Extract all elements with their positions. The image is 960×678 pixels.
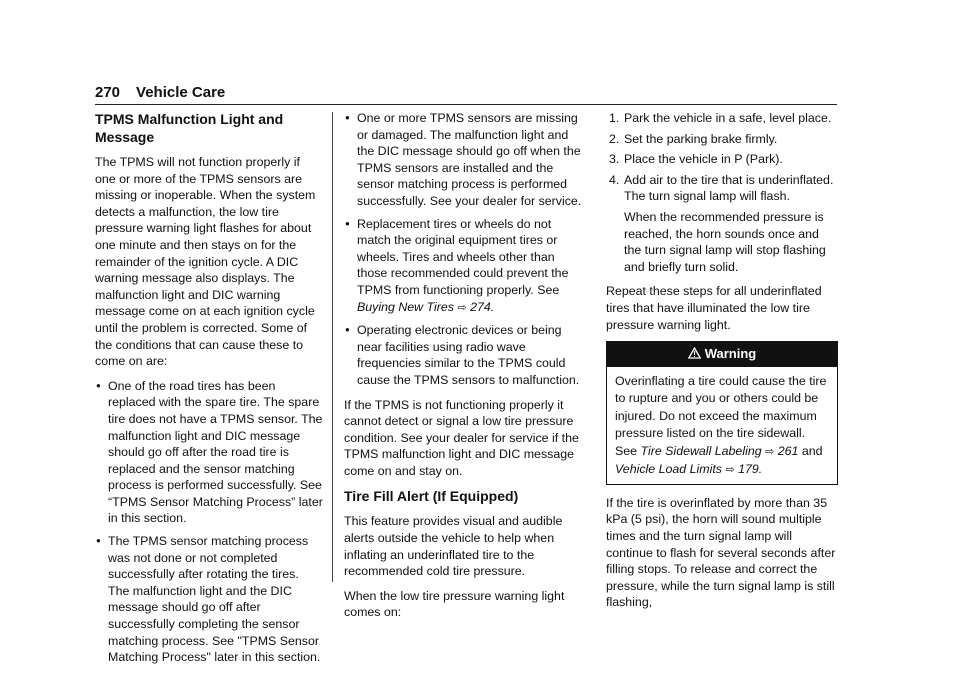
paragraph: Repeat these steps for all underinflated tires that have illuminated the low tire pressure warning light. <box>606 284 822 332</box>
paragraph: If the tire is overinflated by more than 35 kPa (5 psi), the horn will sound multiple times and the turn signal lamp will continue to flash for several seconds after filling stops. To release and correct the pressure, while the turn signal lamp is still flashing, <box>606 495 836 610</box>
page-number: 270 <box>95 84 121 101</box>
paragraph: If the TPMS is not functioning properly it cannot detect or signal a low tire pressure condition. See your dealer for service if the TPMS malfunction light and DIC message come on and stay on. <box>344 397 579 478</box>
bullet-list <box>344 110 584 389</box>
cross-reference-link[interactable]: Tire Sidewall Labeling <box>640 443 762 458</box>
page-reference[interactable]: 274. <box>470 299 495 314</box>
warning-header <box>607 342 837 367</box>
page-reference-arrow-icon: ⇨ <box>457 301 467 314</box>
paragraph: This feature provides visual and audible alerts outside the vehicle to help when inflating an underinflated tire to the recommended cold tire pressure. <box>344 514 563 579</box>
paragraph: When the low tire pressure warning light comes on: <box>344 588 565 620</box>
intro-paragraph: The TPMS will not function properly if one or more of the TPMS sensors are missing or inoperable. When the system detects a malfunction, the low tire pressure warning light flashes for about one minute and then stays on for the remainder of the ignition cycle. A DIC warning message also displays. The malfunction light and DIC warning message come on at each ignition cycle until the problem is corrected. Some of the conditions that can cause these to come on are: <box>95 155 316 369</box>
column-3 <box>606 110 838 619</box>
list-item: ● Replacement tires or wheels do not match the original equipment tires or wheels. Tires and wheels other than those recommended could prevent the TPMS from functioning properly. See Buying New Tires ⇨ 274. <box>344 216 584 317</box>
page-reference-arrow-icon: ⇨ <box>765 445 775 458</box>
step-item: 3. Place the vehicle in P (Park). <box>609 152 783 167</box>
list-item: ● One or more TPMS sensors are missing or damaged. The malfunction light and the DIC message should go off when the TPMS sensors are installed and the sensor matching process is performed successfully. See your dealer for service. <box>344 110 584 210</box>
list-item: ● One of the road tires has been replaced with the spare tire. The spare tire does not have a TPMS sensor. The malfunction light and DIC message should go off after the road tire is replaced and the sensor matching process is performed successfully. See “TPMS Sensor Matching Process” later in this section. <box>95 378 323 527</box>
page-header <box>95 84 225 101</box>
warning-body: Overinflating a tire could cause the tire to rupture and you or others could be injured. Do not exceed the maximum pressure listed on the tire sidewall. See Tire Sidewall Labeling ⇨ 261 and Vehicle Load Limits ⇨ 179. <box>615 373 827 477</box>
section-title: Vehicle Care <box>136 84 226 101</box>
step-sub-paragraph: When the recommended pressure is reached, the horn sounds once and the turn signal lamp will stop flashing and briefly turn solid. <box>624 209 826 274</box>
bullet-list <box>95 378 323 666</box>
warning-triangle-icon <box>688 347 701 359</box>
column-1 <box>95 110 323 674</box>
column-2 <box>344 110 584 629</box>
section-heading: Tire Fill Alert (If Equipped) <box>344 488 519 505</box>
page-reference[interactable]: 179. <box>738 462 763 477</box>
warning-title: Warning <box>704 346 757 362</box>
step-item: 1. Park the vehicle in a safe, level place. <box>609 111 832 125</box>
header-rule <box>95 104 837 105</box>
step-item: 4. Add air to the tire that is underinflated. The turn signal lamp will flash. When the recommended pressure is reached, the horn sounds once and the turn signal lamp will stop flashing and briefly turn solid. <box>606 172 838 276</box>
page-reference-arrow-icon: ⇨ <box>725 464 735 477</box>
cross-reference-link[interactable]: Vehicle Load Limits <box>615 462 722 477</box>
warning-box <box>606 341 838 485</box>
page-reference[interactable]: 261 <box>777 443 799 458</box>
section-heading: TPMS Malfunction Light and Message <box>95 111 284 145</box>
steps-list <box>606 110 838 275</box>
list-item: ● Operating electronic devices or being near facilities using radio wave frequencies similar to the TPMS could cause the TPMS sensors to malfunction. <box>344 322 584 388</box>
column-divider <box>332 112 333 582</box>
list-item: ● The TPMS sensor matching process was not done or not completed successfully after rotating the tires. The malfunction light and the DIC message should go off after successfully completing the sensor matching process. See "TPMS Sensor Matching Process" later in this section. <box>95 533 323 666</box>
step-item: 2. Set the parking brake firmly. <box>609 131 778 146</box>
cross-reference-link[interactable]: Buying New Tires <box>357 299 454 314</box>
